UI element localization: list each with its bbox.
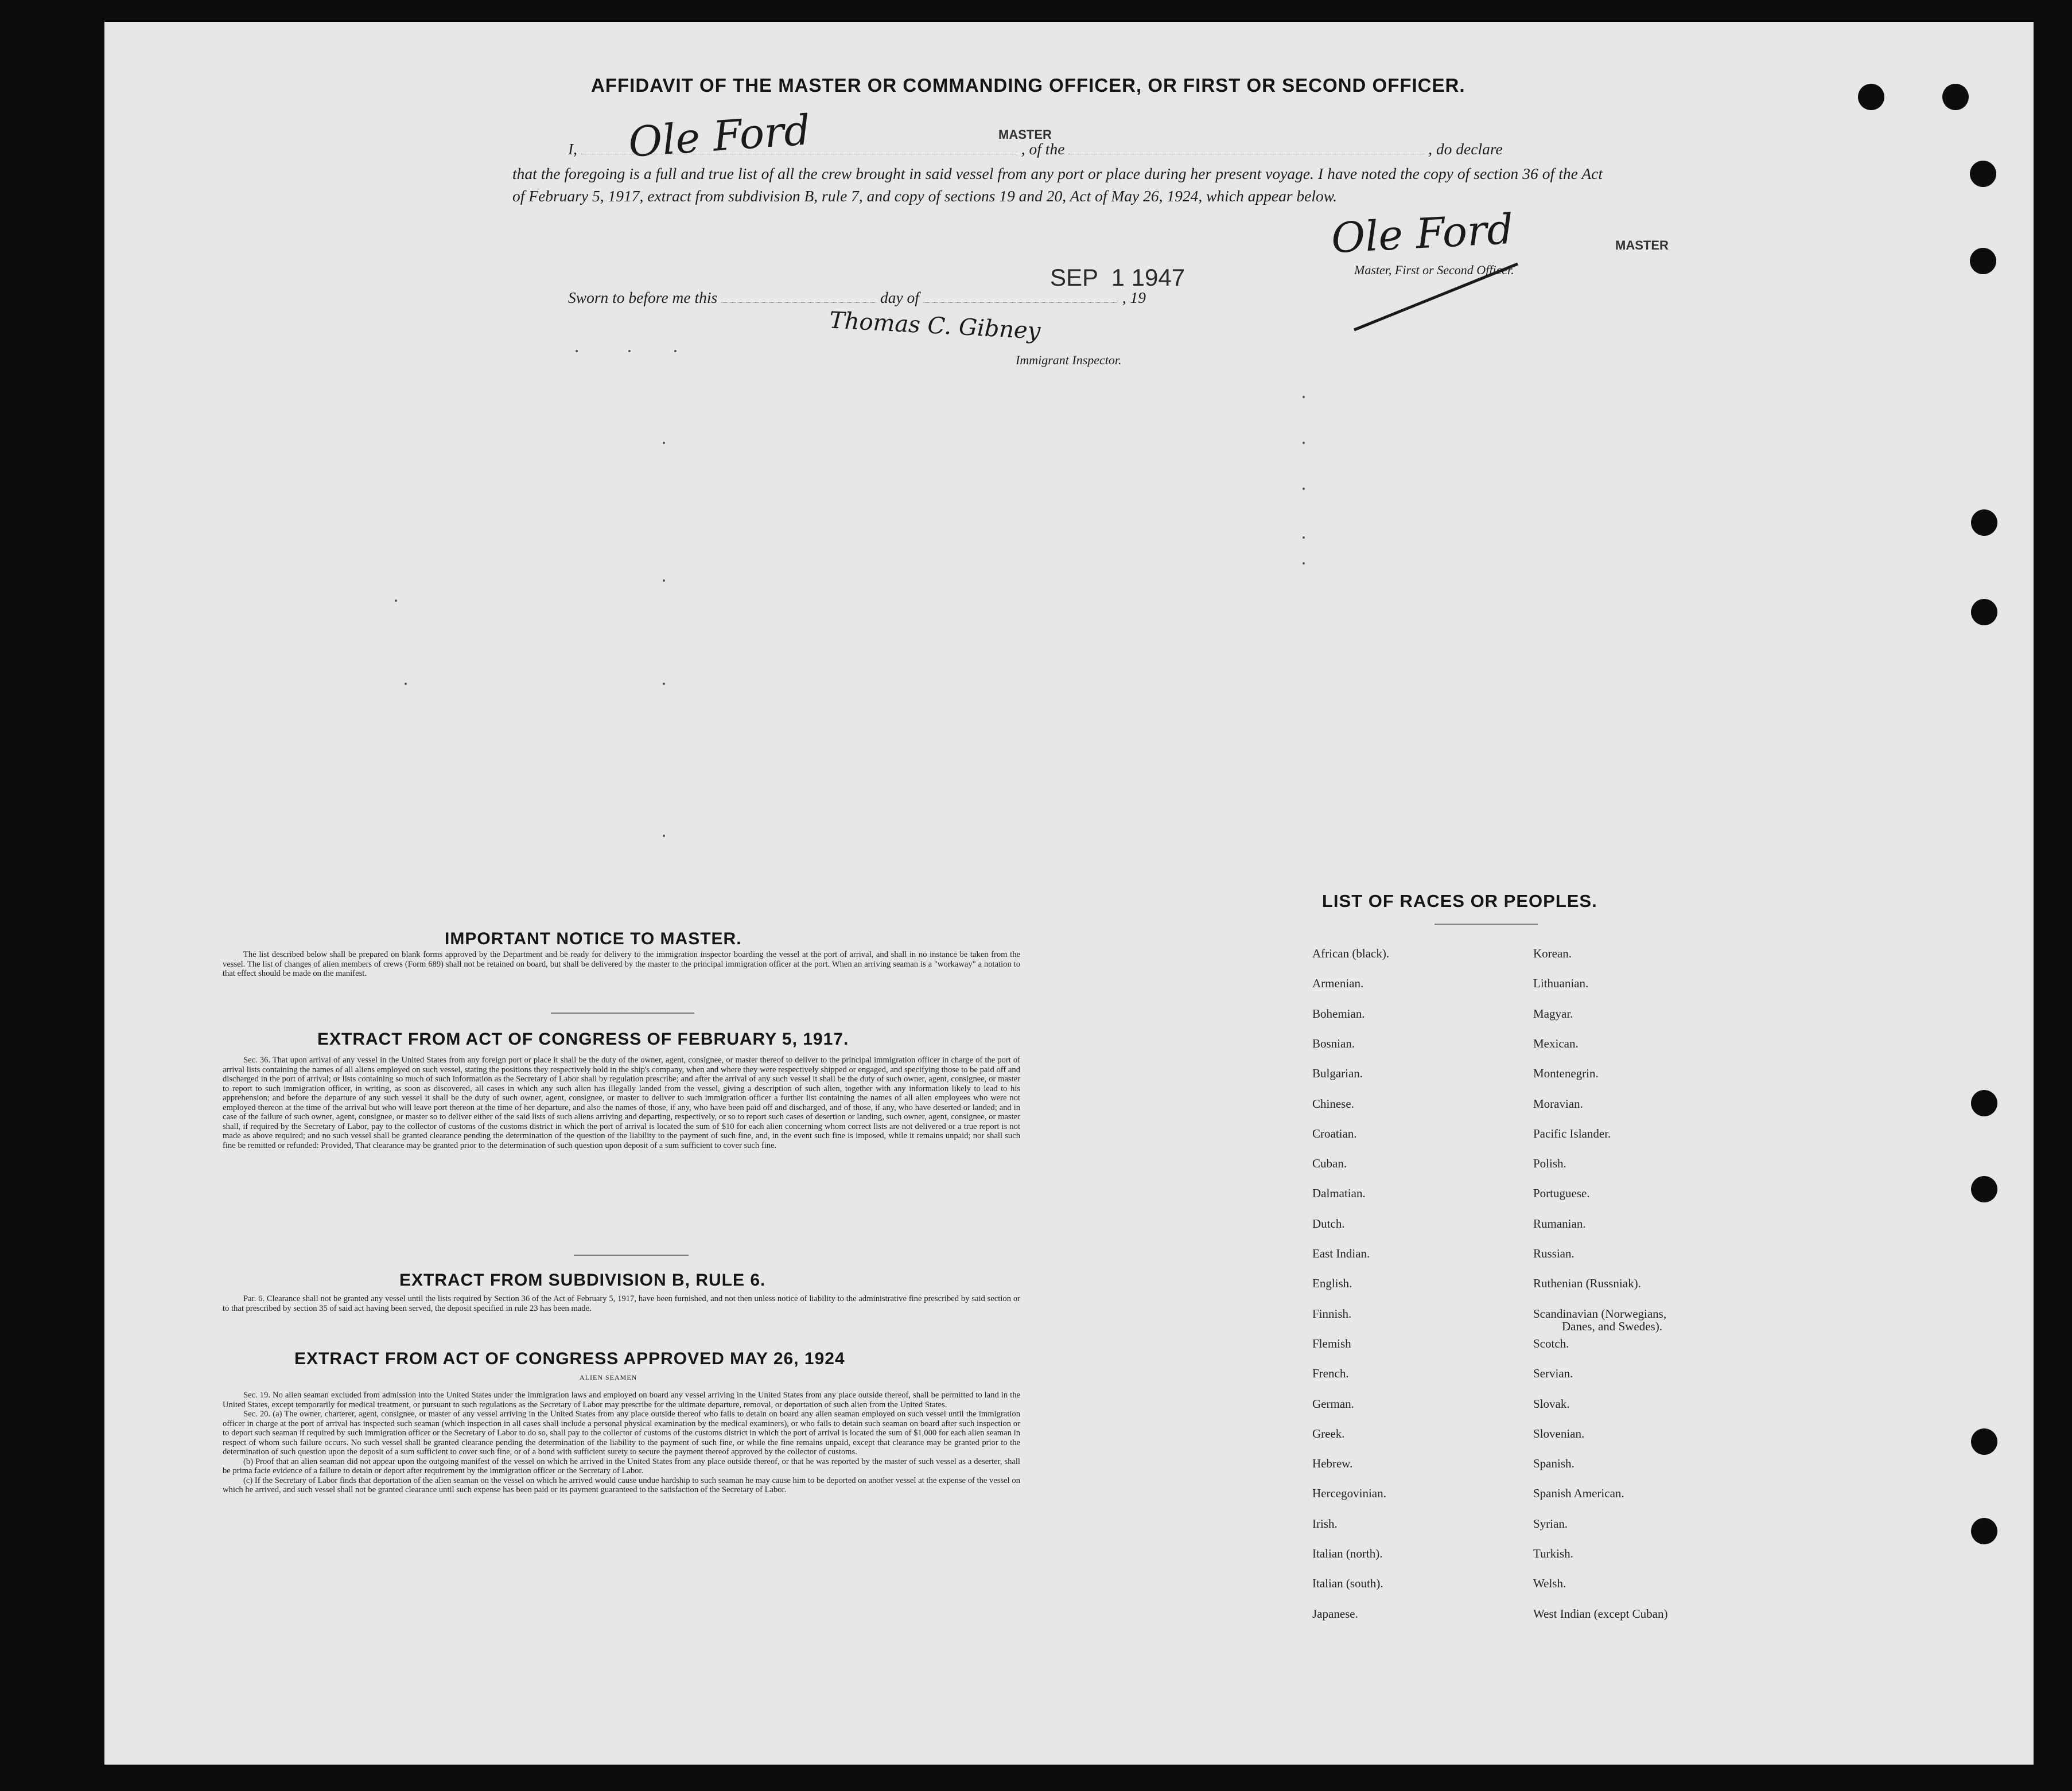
dot	[628, 350, 631, 352]
rule-6-text	[223, 1294, 1020, 1313]
dot	[1303, 488, 1305, 490]
punch-hole	[1971, 1428, 1997, 1455]
dot	[1303, 396, 1305, 398]
day-fill-line	[721, 302, 876, 303]
punch-hole	[1971, 509, 1997, 536]
sec-20a-paragraph: Sec. 20. (a) The owner, charterer, agent, consignee, or master of any vessel arriving in the United States from any place outside thereof who fails to detain on board any alien seaman employed on such vessel until the immigration officer in charge at the port of arrival has inspected such seaman (which inspection in all cases shall include a personal physical examination by the medical examiners), or who fails to detain such seaman on board after such inspection or to deport such seaman if required by such immigration officer or the Secretary of Labor to do so, shall pay to the collector of customs of the customs district in which the port of arrival is located the sum of $1,000 for each alien seaman in respect of whom such failure occurs. No such vessel shall be granted clearance pending the determination of the liability to the payment of such fine, or while the fine remains unpaid, except that clearance may be granted prior to the determination of such question upon the deposit of a sum sufficient to cover such fine, or of a bond with sufficient surety to secure the payment thereof approved by the collector of customs.	[223, 1410, 1020, 1457]
race-item: Hebrew.	[1312, 1457, 1353, 1471]
separator	[1435, 924, 1538, 925]
date-fill-line	[923, 302, 1118, 303]
dot	[405, 683, 407, 685]
dot	[1303, 442, 1305, 444]
race-item: Lithuanian.	[1533, 976, 1589, 991]
race-item: African (black).	[1312, 947, 1390, 960]
race-item: Greek.	[1312, 1426, 1345, 1440]
race-item: West Indian (except Cuban)	[1533, 1606, 1668, 1621]
officer-signature: Ole Ford	[1330, 204, 1515, 263]
date-stamp: SEP 1 1947	[1050, 264, 1185, 291]
punch-hole	[1971, 1176, 1997, 1202]
race-item: Dalmatian.	[1312, 1186, 1366, 1201]
master-signature: Ole Ford	[627, 106, 812, 166]
notice-paragraph: The list described below shall be prepared on blank forms approved by the Department and be ready for delivery to the immigration inspector boarding the vessel at the port of arrival, and shall in no instance be taken from the vessel. The list of changes of alien members of crews (Form 689) shall not be retained on board, but shall be delivered by the master to the principal immigration officer at the port. When an arriving seaman is a "workaway" a notation to that effect should be made on the manifest.	[223, 950, 1020, 978]
race-item: Bulgarian.	[1312, 1066, 1363, 1081]
dot	[395, 599, 397, 602]
race-item: Moravian.	[1533, 1096, 1583, 1111]
extract-1924-text	[223, 1391, 1020, 1495]
race-item: Slovenian.	[1533, 1426, 1585, 1440]
notice-title: IMPORTANT NOTICE TO MASTER.	[445, 929, 742, 948]
race-item: Finnish.	[1312, 1306, 1352, 1321]
year-prefix: , 19	[1122, 289, 1146, 306]
race-item: Italian (north).	[1312, 1547, 1383, 1560]
word-i: I,	[568, 140, 578, 158]
punch-hole	[1971, 1518, 1997, 1544]
punch-hole	[1970, 161, 1996, 187]
race-item: Italian (south).	[1312, 1576, 1383, 1591]
sec-19-paragraph: Sec. 19. No alien seaman excluded from admission into the United States under the immigration laws and employed on board any vessel arriving in the United States from any place outside thereof, shall be permitted to land in the United States, except temporarily for medical treatment, or pursuant to such regulations as the Secretary of Labor may prescribe for the ultimate departure, removal, or deportation of such alien from the United States.	[223, 1391, 1020, 1410]
races-title: LIST OF RACES OR PEOPLES.	[1322, 891, 1597, 911]
race-item: Russian.	[1533, 1247, 1575, 1260]
race-item: Pacific Islander.	[1533, 1126, 1611, 1140]
punch-hole	[1970, 248, 1996, 274]
of-the-label: , of the	[1021, 140, 1065, 158]
race-item: Polish.	[1533, 1157, 1566, 1171]
master-stamp: MASTER	[998, 127, 1052, 142]
race-item: Spanish American.	[1533, 1486, 1624, 1501]
dot	[576, 350, 578, 352]
race-item: Irish.	[1312, 1516, 1338, 1531]
race-item: Scandinavian (Norwegians,	[1533, 1306, 1667, 1321]
master-stamp-right: MASTER	[1615, 238, 1669, 252]
race-item: Flemish	[1312, 1336, 1351, 1350]
alien-seamen-subtitle: ALIEN SEAMEN	[580, 1373, 637, 1381]
race-item: Bosnian.	[1312, 1036, 1355, 1050]
extract-1917-text	[223, 1056, 1020, 1150]
race-item: Croatian.	[1312, 1126, 1357, 1140]
punch-hole	[1942, 84, 1969, 110]
race-item: Scotch.	[1533, 1336, 1569, 1350]
rule-6-title: EXTRACT FROM SUBDIVISION B, RULE 6.	[399, 1271, 766, 1290]
affidavit-body: that the foregoing is a full and true list of all the crew brought in said vessel from any port or place during her present voyage. I have noted the copy of section 36 of the Act of February 5, 1917, extract from subdivision B, rule 7, and copy of sections 19 and 20, Act of May 26, 1924, which appear below.	[512, 165, 1603, 205]
sworn-prefix: Sworn to before me this	[568, 289, 718, 306]
race-item: Chinese.	[1312, 1096, 1354, 1111]
extract-1917-title: EXTRACT FROM ACT OF CONGRESS OF FEBRUARY 5, 1917.	[317, 1030, 849, 1049]
race-item: Ruthenian (Russniak).	[1533, 1276, 1641, 1291]
punch-hole	[1971, 599, 1997, 625]
race-item: Portuguese.	[1533, 1186, 1590, 1201]
day-of-label: day of	[880, 289, 919, 306]
race-item: East Indian.	[1312, 1247, 1370, 1260]
race-item: Bohemian.	[1312, 1006, 1365, 1021]
race-item: Welsh.	[1533, 1576, 1566, 1591]
officer-caption: Master, First or Second Officer.	[1354, 263, 1514, 277]
race-item: Slovak.	[1533, 1396, 1570, 1411]
dot	[674, 350, 677, 352]
race-item: Korean.	[1533, 947, 1572, 960]
race-item: Dutch.	[1312, 1216, 1345, 1231]
dot	[663, 442, 665, 444]
dot	[1303, 562, 1305, 564]
race-item: Montenegrin.	[1533, 1066, 1599, 1081]
race-item: Hercegovinian.	[1312, 1486, 1386, 1501]
race-item: Japanese.	[1312, 1606, 1358, 1621]
race-item: Spanish.	[1533, 1457, 1575, 1471]
dot	[663, 835, 665, 837]
do-declare-label: , do declare	[1428, 140, 1503, 158]
separator	[551, 1013, 694, 1014]
race-item: French.	[1312, 1366, 1349, 1381]
notice-text	[223, 950, 1020, 979]
race-item: Rumanian.	[1533, 1216, 1586, 1231]
race-item: Syrian.	[1533, 1516, 1568, 1531]
sec-20c-paragraph: (c) If the Secretary of Labor finds that deportation of the alien seaman on the vessel on which he arrived would cause undue hardship to such seaman he may cause him to be deported on another vessel at the expense of the vessel on which he arrived, and such vessel shall not be granted clearance until such expense has been paid or its payment guaranteed to the satisfaction of the Secretary of Labor.	[223, 1475, 1020, 1494]
race-item: Danes, and Swedes).	[1562, 1319, 1662, 1333]
race-item: Armenian.	[1312, 976, 1364, 991]
race-item: Mexican.	[1533, 1036, 1579, 1050]
par-6-paragraph: Par. 6. Clearance shall not be granted any vessel until the lists required by Section 36 of the Act of February 5, 1917, have been furnished, and not then unless notice of liability to the administrative fine prescribed by said section or to that prescribed by section 35 of said act having been served, the deposit specified in rule 23 has been made.	[223, 1294, 1020, 1313]
punch-hole	[1971, 1090, 1997, 1116]
race-item: Cuban.	[1312, 1157, 1347, 1171]
dot	[1303, 536, 1305, 539]
dot	[663, 579, 665, 582]
affidavit-title: AFFIDAVIT OF THE MASTER OR COMMANDING OFFICER, OR FIRST OR SECOND OFFICER.	[591, 75, 1465, 96]
dot	[663, 683, 665, 685]
inspector-signature: Thomas C. Gibney	[829, 307, 1041, 345]
punch-hole	[1858, 84, 1884, 110]
race-item: English.	[1312, 1276, 1352, 1291]
section-36-paragraph: Sec. 36. That upon arrival of any vessel in the United States from any foreign port or place it shall be the duty of the owner, agent, consignee, or master thereof to deliver to the principal immigration officer in charge of the port of arrival lists containing the names of all aliens employed on such vessel, stating the positions they respectively hold in the ship's company, when and where they were respectively shipped or engaged, and specifying those to be paid off and discharged in the port of arrival; or lists containing so much of such information as the Secretary of Labor shall by regulation prescribe; and after the arrival of any such vessel it shall be the duty of such owner, agent, consignee, or master to report to such immigration officer, in writing, as soon as discovered, all cases in which any such alien has illegally landed from the vessel, giving a description of such alien, together with any information likely to lead to his apprehension; and before the departure of any such vessel it shall be the duty of such owner, agent, consignee, or master to deliver to such immigration officer a further list containing the names of all alien employees who were not employed thereon at the time of the arrival but who will leave port thereon at the time of her departure, and also the names of those, if any, who have been paid off and discharged, and of those, if any, who have deserted or landed; and in case of the failure of such owner, agent, consignee, or master so to deliver either of the said lists of such aliens arriving and departing, respectively, or so to report such cases of desertion or landing, such owner, agent, consignee, or master shall, if required by the Secretary of Labor, pay to the collector of customs of the customs district in which the port of arrival is located the sum of $10 for each alien concerning whom correct lists are not delivered or a true report is not made as above required; and no such vessel shall be granted clearance pending the determination of the question of the liability to the payment of such fine, and, in the event such fine is imposed, while it remains unpaid; nor shall such fine be remitted or refunded: Provided, That clearance may be granted prior to the determination of such question upon deposit of a sum sufficient to cover such fine.	[223, 1056, 1020, 1150]
extract-1924-title: EXTRACT FROM ACT OF CONGRESS APPROVED MAY 26, 1924	[294, 1349, 845, 1368]
race-item: Magyar.	[1533, 1006, 1573, 1021]
sec-20b-paragraph: (b) Proof that an alien seaman did not appear upon the outgoing manifest of the vessel on which he arrived in the United States from any place outside thereof, or that he was reported by the master of such vessel as a deserter, shall be prima facie evidence of a failure to detain or deport after requirement by the immigration officer or the Secretary of Labor.	[223, 1457, 1020, 1475]
race-item: Turkish.	[1533, 1547, 1573, 1560]
separator	[574, 1255, 689, 1256]
race-item: German.	[1312, 1396, 1354, 1411]
affidavit-first-line	[568, 140, 1503, 158]
inspector-caption: Immigrant Inspector.	[1016, 353, 1122, 367]
race-item: Servian.	[1533, 1366, 1573, 1381]
